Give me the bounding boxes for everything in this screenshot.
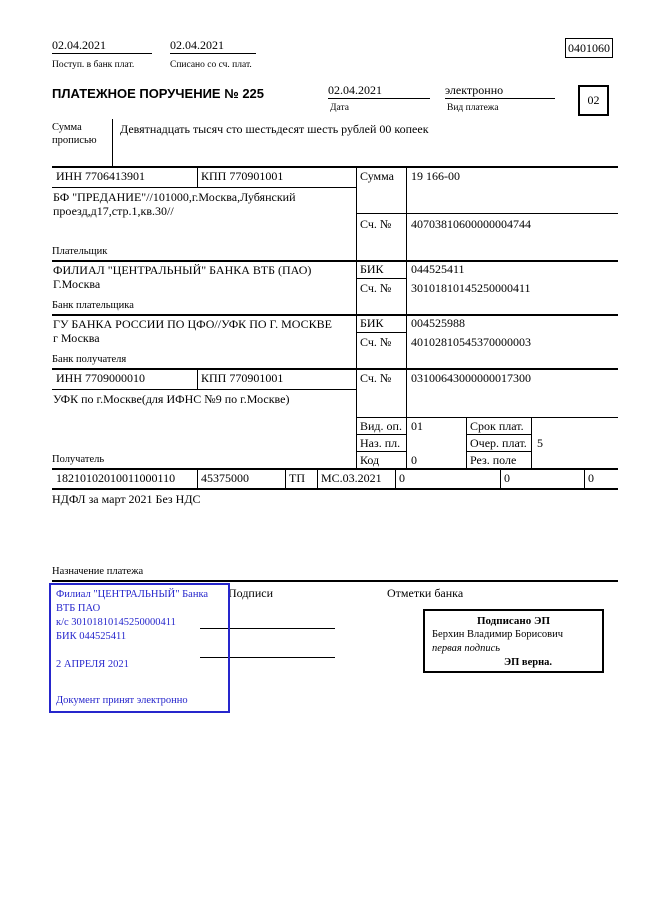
- document-date: 02.04.2021: [328, 83, 430, 99]
- pay-order-label: Очер. плат.: [470, 436, 527, 450]
- divider: [317, 468, 318, 488]
- divider: [52, 368, 618, 370]
- amount-words-label-1: Сумма: [52, 122, 82, 133]
- divider: [395, 468, 396, 488]
- signatures-label: Подписи: [228, 586, 274, 600]
- divider: [356, 278, 406, 279]
- receiver-kpp: КПП 770901001: [201, 371, 284, 385]
- divider: [356, 213, 618, 214]
- receiver-bank-account: 40102810545370000003: [411, 335, 531, 349]
- divider: [584, 468, 585, 488]
- pay-purpose-code-label: Наз. пл.: [360, 436, 401, 450]
- divider: [112, 119, 113, 166]
- payer-bank-account: 30101810145250000411: [411, 281, 531, 295]
- payer-bank-name-line1: ФИЛИАЛ "ЦЕНТРАЛЬНЫЙ" БАНКА ВТБ (ПАО): [53, 263, 312, 277]
- payer-bank-bik-label: БИК: [360, 262, 384, 276]
- payment-kind-value: электронно: [445, 83, 555, 99]
- payer-account: 40703810600000004744: [411, 217, 531, 231]
- stamp-bank-name-line1: Филиал "ЦЕНТРАЛЬНЫЙ" Банка: [56, 589, 209, 600]
- receiver-label: Получатель: [52, 454, 105, 465]
- payment-kind-label: Вид платежа: [447, 103, 499, 113]
- doc-date-cell: 0: [504, 471, 510, 485]
- divider: [356, 417, 618, 418]
- payer-kpp: КПП 770901001: [201, 169, 284, 183]
- payer-bank-label: Банк плательщика: [52, 300, 134, 311]
- payer-name-line2: проезд,д17,стр.1,кв.30//: [53, 204, 174, 218]
- receiver-name: УФК по г.Москве(для ИФНС №9 по г.Москве): [53, 392, 290, 406]
- bank-stamp: [49, 583, 230, 713]
- sum-value: 19 166-00: [411, 169, 460, 183]
- bank-marks-label: Отметки банка: [387, 586, 464, 600]
- ep-valid-note: ЭП верна.: [504, 657, 553, 668]
- payment-purpose-text: НДФЛ за март 2021 Без НДС: [52, 492, 201, 506]
- sum-label: Сумма: [360, 169, 394, 183]
- divider: [356, 332, 406, 333]
- divider: [52, 468, 618, 470]
- electronic-signature-box: [423, 609, 604, 673]
- divider: [52, 187, 356, 188]
- op-kind-label: Вид. оп.: [360, 419, 402, 433]
- document-date-label: Дата: [330, 103, 349, 113]
- divider: [52, 389, 356, 390]
- payer-name-line1: БФ "ПРЕДАНИЕ"//101000,г.Москва,Лубянский: [53, 190, 296, 204]
- received-in-bank-label: Поступ. в банк плат.: [52, 60, 135, 70]
- payer-bank-name-line2: Г.Москва: [53, 277, 101, 291]
- receiver-account-label: Сч. №: [360, 371, 392, 385]
- divider: [531, 417, 532, 468]
- receiver-bank-bik-label: БИК: [360, 316, 384, 330]
- amount-words-label-2: прописью: [52, 135, 97, 146]
- receiver-bank-name-line2: г Москва: [53, 331, 100, 345]
- divider: [285, 468, 286, 488]
- code-label: Код: [360, 453, 380, 467]
- divider: [356, 434, 406, 435]
- ep-title: Подписано ЭП: [476, 615, 551, 627]
- payment-type-cell: 0: [588, 471, 594, 485]
- debited-from-account-label: Списано со сч. плат.: [170, 60, 252, 70]
- stamp-spacer: [56, 644, 223, 658]
- document-title: ПЛАТЕЖНОЕ ПОРУЧЕНИЕ № 225: [52, 86, 265, 101]
- divider: [52, 260, 618, 262]
- receiver-account: 03100643000000017300: [411, 371, 531, 385]
- pay-term-label: Срок плат.: [470, 419, 524, 433]
- amount-in-words: Девятнадцать тысяч сто шестьдесят шесть рублей 00 копеек: [120, 122, 429, 136]
- kbk-cell: 18210102010011000110: [56, 471, 176, 485]
- stamp-corr-account: к/с 30101810145250000411: [56, 617, 176, 628]
- payer-status-box: 02: [578, 85, 609, 116]
- pay-order-value: 5: [537, 436, 543, 450]
- ep-signer-name: Берхин Владимир Борисович: [432, 629, 563, 640]
- form-code-box: 0401060: [565, 38, 613, 58]
- stamp-date: 2 АПРЕЛЯ 2021: [56, 659, 129, 670]
- divider: [197, 166, 198, 187]
- payer-label: Плательщик: [52, 246, 108, 257]
- receiver-bank-label: Банк получателя: [52, 354, 127, 365]
- stamp-accepted-note: Документ принят электронно: [56, 695, 188, 706]
- stamp-bank-name-line2: ВТБ ПАО: [56, 603, 101, 614]
- receiver-bank-name-line1: ГУ БАНКА РОССИИ ПО ЦФО//УФК ПО Г. МОСКВЕ: [53, 317, 332, 331]
- divider: [356, 451, 406, 452]
- divider: [197, 468, 198, 488]
- debited-from-account-date: 02.04.2021: [170, 38, 256, 54]
- divider: [500, 468, 501, 488]
- tax-period-cell: МС.03.2021: [321, 471, 382, 485]
- receiver-inn: ИНН 7709000010: [56, 371, 145, 385]
- divider: [52, 314, 618, 316]
- code-value: 0: [411, 453, 417, 467]
- payer-account-label: Сч. №: [360, 217, 392, 231]
- divider: [466, 417, 467, 468]
- reserve-field-label: Рез. поле: [470, 453, 517, 467]
- divider: [406, 166, 407, 468]
- divider: [52, 488, 618, 490]
- payer-bank-bik: 044525411: [411, 262, 465, 276]
- received-in-bank-date: 02.04.2021: [52, 38, 152, 54]
- ep-signature-kind: первая подпись: [432, 643, 501, 654]
- op-kind-value: 01: [411, 419, 423, 433]
- payer-inn: ИНН 7706413901: [56, 169, 145, 183]
- doc-number-cell: 0: [399, 471, 405, 485]
- payment-basis-cell: ТП: [289, 471, 305, 485]
- receiver-bank-account-label: Сч. №: [360, 335, 392, 349]
- divider: [197, 368, 198, 389]
- divider: [466, 434, 531, 435]
- oktmo-cell: 45375000: [201, 471, 249, 485]
- payment-purpose-label: Назначение платежа: [52, 566, 144, 577]
- divider: [52, 580, 618, 582]
- payer-bank-account-label: Сч. №: [360, 281, 392, 295]
- stamp-bik: БИК 044525411: [56, 631, 127, 642]
- divider: [52, 166, 618, 168]
- divider: [466, 451, 531, 452]
- divider: [356, 166, 357, 468]
- receiver-bank-bik: 004525988: [411, 316, 465, 330]
